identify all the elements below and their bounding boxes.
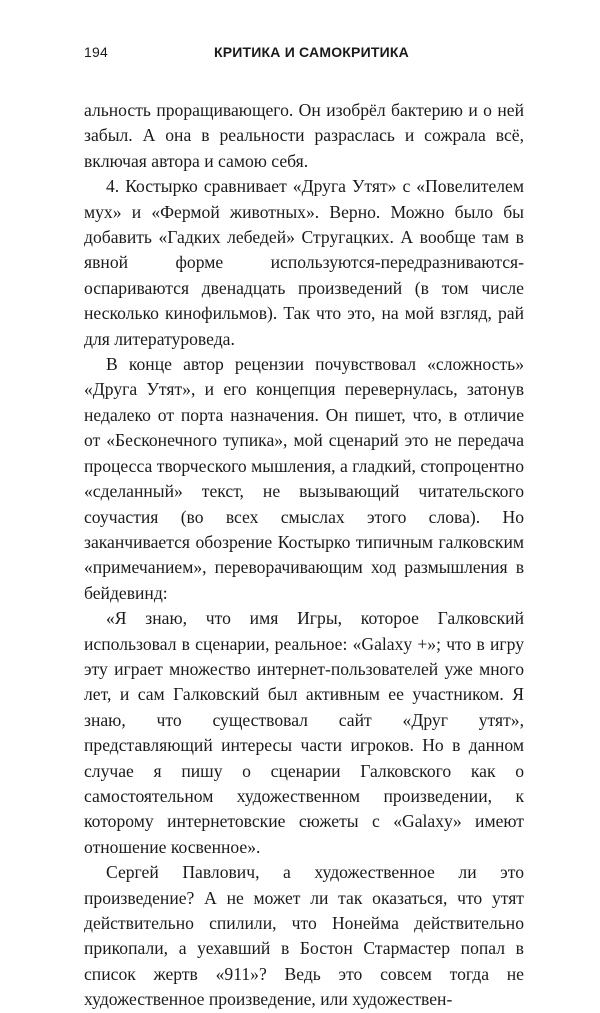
paragraph-review-conclusion: В конце автор рецензии почувствовал «сложность» «Друга Утят», и его концепция перевернулась, затонув недалеко от порта назначения. Он пишет, что, в отличие от «Бесконечного тупика», мой сценарий это не передача процесса творческого мышления, а гладкий, стопроцентно «сделанный» текст, не вызывающий читательского соучастия (во всех смыслах этого слова). Но заканчивается обозрение Костырко типичным галковским «примечанием», переворачивающим ход размышления в бейдевинд: [84,354,524,603]
page-number: 194 [84,44,108,60]
page-header [84,44,524,66]
paragraph-continued: альность проращивающего. Он изобрёл бактерию и о ней забыл. А она в реальности разраслась и сожрала всё, включая автора и самою себя. [84,100,524,171]
body-text [84,98,524,1013]
paragraph-question: Сергей Павлович, а художественное ли это произведение? А не может ли так оказаться, что утят действительно спилили, что Нонейма действительно прикопали, а уехавший в Бостон Стармастер попал в список жертв «911»? Ведь это совсем тогда не художественное произведение, или художествен- [84,862,524,1010]
running-title: КРИТИКА И САМОКРИТИКА [214,44,409,60]
paragraph-quotation: «Я знаю, что имя Игры, которое Галковский использовал в сценарии, реальное: «Galaxy +»; что в игру эту играет множество интернет-пользователей уже много лет, и сам Галковский был активным ее участником. Я знаю, что существовал сайт «Друг утят», представляющий интересы части игроков. Но в данном случае я пишу о сценарии Галковского как о самостоятельном художественном произведении, к которому интернетовские сюжеты с «Galaxy» имеют отношение косвенное». [84,608,524,857]
paragraph-comparison: 4. Костырко сравнивает «Друга Утят» с «Повелителем мух» и «Фермой животных». Верно. Можно было бы добавить «Гадких лебедей» Стругацких. А вообще там в явной форме используются-передразниваются-оспариваются двенадцать произведений (в том числе несколько кинофильмов). Так что это, на мой взгляд, рай для литературоведа. [84,176,524,349]
